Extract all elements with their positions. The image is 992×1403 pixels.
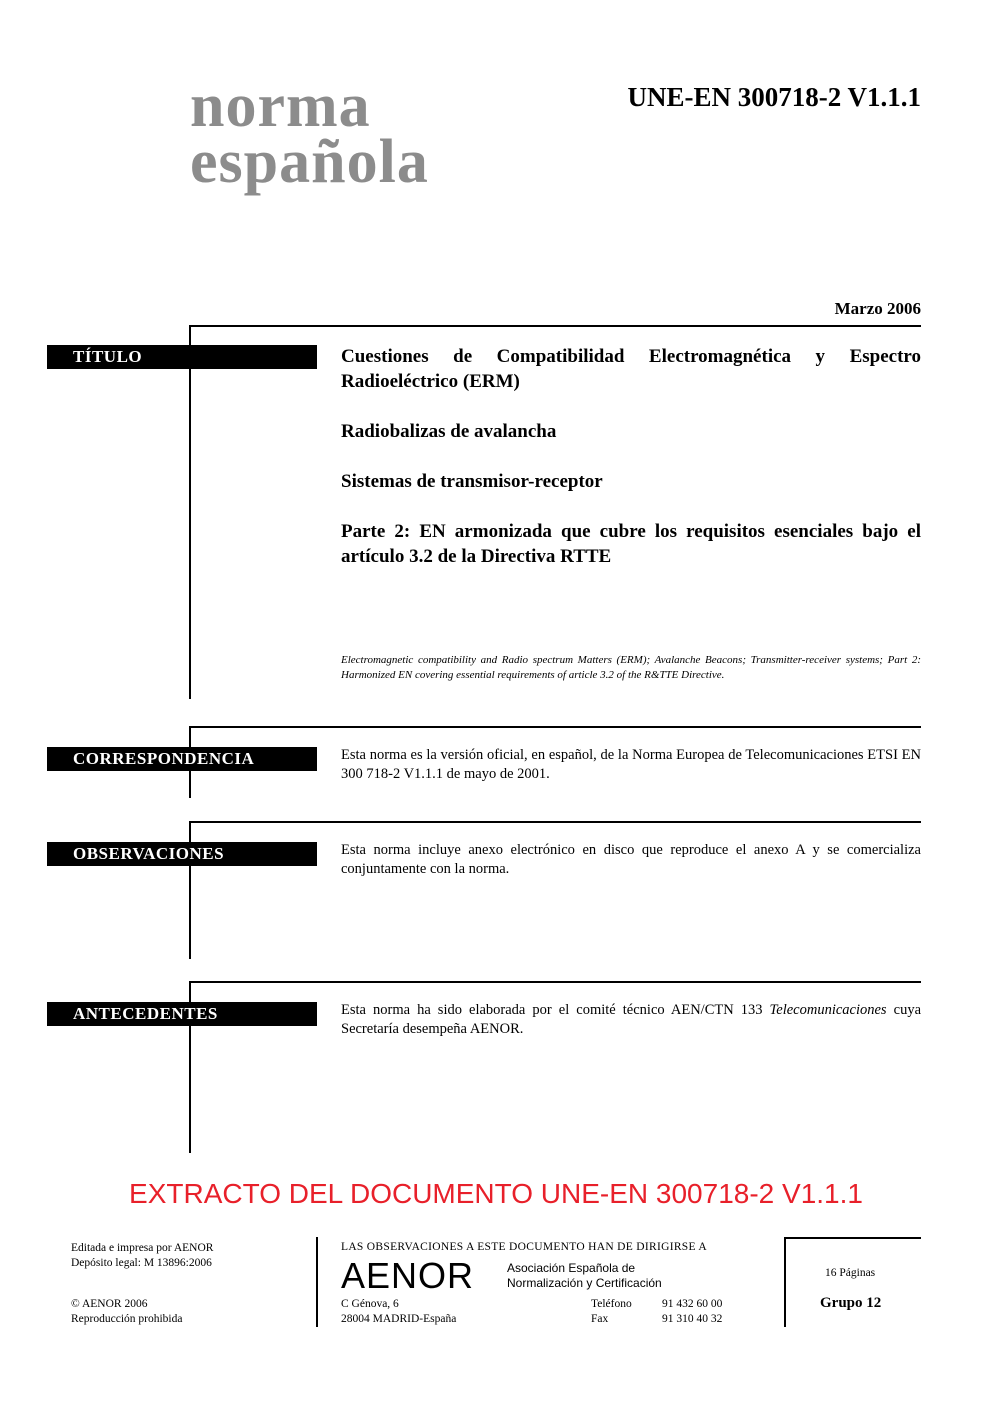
committee-name: Telecomunicaciones [769,1002,887,1018]
english-title: Electromagnetic compatibility and Radio spectrum Matters (ERM); Avalanche Beacons; Transmitter-receiver systems; Part 2: Harmonized EN covering essential requirements of article 3.2 of the R&TTE Directive. [341,654,921,681]
footer-publisher [71,1241,213,1271]
brand-line-2: española [190,128,429,196]
section-divider [190,981,921,983]
observations-header: LAS OBSERVACIONES A ESTE DOCUMENTO HAN DE DIRIGIRSE A [341,1241,707,1253]
footer-box-rule [784,1237,786,1327]
org-line-1: Asociación Española de [507,1261,636,1275]
section-divider [190,325,921,327]
antecedentes-text [341,1001,921,1039]
section-divider [190,726,921,728]
reproduction-text: Reproducción prohibida [71,1313,183,1325]
edited-by: Editada e impresa por AENOR [71,1242,214,1254]
legal-deposit: Depósito legal: M 13896:2006 [71,1257,212,1269]
observaciones-text: Esta norma incluye anexo electrónico en disco que reproduce el anexo A y se comercializa conjuntamente con la norma. [341,842,921,877]
document-number: UNE-EN 300718-2 V1.1.1 [627,82,921,112]
title-line: Radiobalizas de avalancha [341,421,557,442]
brand-line-1: norma [190,72,371,140]
fax-number: 91 310 40 32 [662,1313,723,1325]
label-observaciones: OBSERVACIONES [47,842,317,866]
antecedentes-text-start: Esta norma ha sido elaborada por el comité técnico AEN/CTN 133 [341,1002,770,1018]
antecedentes-text-end: cuya Secretaría desempeña AENOR. [341,1002,922,1037]
phone-number: 91 432 60 00 [662,1298,723,1310]
contact-numbers [662,1297,722,1327]
correspondencia-text: Esta norma es la versión oficial, en español, de la Norma Europea de Telecomunicaciones ETSI EN 300 718-2 V1.1.1 de mayo de 2001. [341,747,921,782]
section-divider [190,821,921,823]
phone-label: Teléfono [591,1298,632,1310]
copyright-text: © AENOR 2006 [71,1298,148,1310]
footer-box-top [785,1237,921,1239]
section-rule [189,325,191,699]
label-titulo: TÍTULO [47,345,317,369]
title-block [341,344,921,594]
title-line: Sistemas de transmisor-receptor [341,471,603,492]
address-line-1: C Génova, 6 [341,1298,399,1310]
brand-title [190,72,429,196]
label-correspondencia: CORRESPONDENCIA [47,747,317,771]
publication-date: Marzo 2006 [834,299,921,318]
page-count: 16 Páginas [825,1267,876,1279]
address-line-2: 28004 MADRID-España [341,1313,457,1325]
title-line: Parte 2: EN armonizada que cubre los requisitos esenciales bajo el artículo 3.2 de la Directiva RTTE [341,521,921,567]
address [341,1297,456,1327]
aenor-logo: AENOR [341,1255,475,1296]
footer-copyright [71,1297,182,1327]
label-antecedentes: ANTECEDENTES [47,1002,317,1026]
footer-rule [316,1237,318,1327]
organization-name [507,1261,662,1291]
extract-notice: EXTRACTO DEL DOCUMENTO UNE-EN 300718-2 V1.1.1 [129,1178,863,1209]
fax-label: Fax [591,1313,609,1325]
price-group: Grupo 12 [820,1295,882,1311]
contact-labels [591,1297,632,1327]
org-line-2: Normalización y Certificación [507,1276,662,1290]
title-line: Cuestiones de Compatibilidad Electromagnética y Espectro Radioeléctrico (ERM) [341,346,921,392]
